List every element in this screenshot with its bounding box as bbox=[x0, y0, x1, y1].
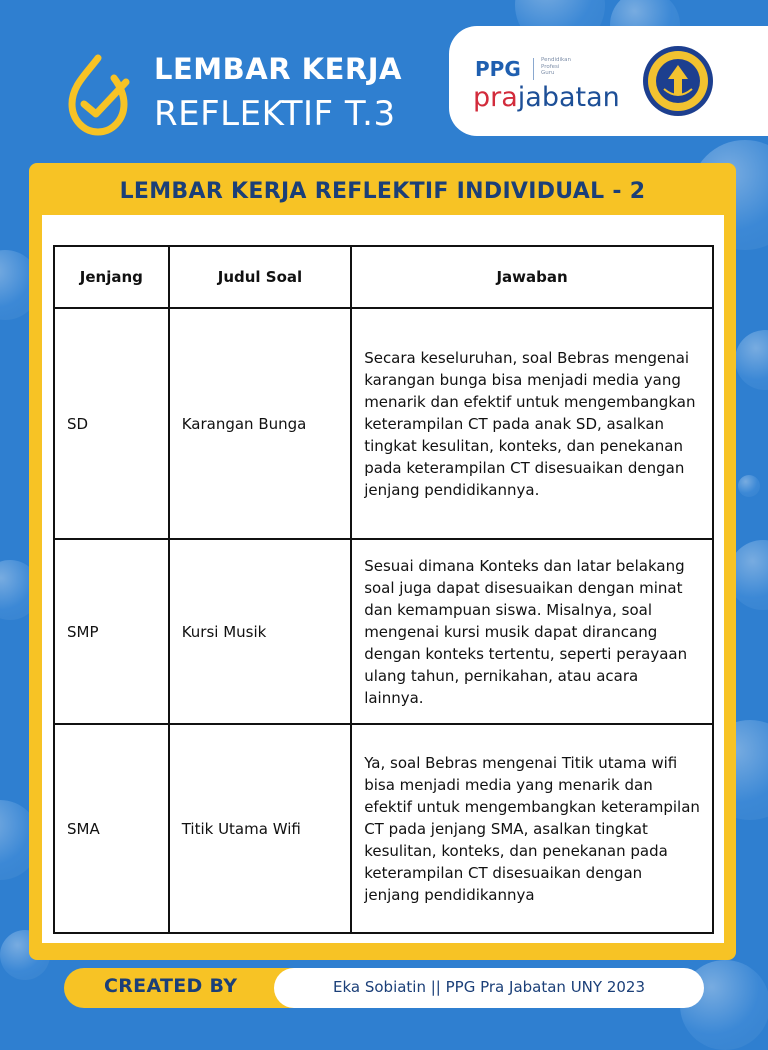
page-title-line1: LEMBAR KERJA bbox=[154, 52, 402, 86]
cell-jawaban: Sesuai dimana Konteks dan latar belakang soal juga dapat disesuaikan dengan minat dan kemampuan siswa. Misalnya, soal mengenai kursi musik dapat dirancang dengan konteks tertentu, seperti perayaan ulang tahun, pernikahan, atau acara lainnya. bbox=[351, 539, 713, 724]
worksheet-card bbox=[29, 163, 736, 960]
cell-jawaban: Secara keseluruhan, soal Bebras mengenai karangan bunga bisa menjadi media yang menarik dan efektif untuk mengembangkan keterampilan CT pada anak SD, asalkan tingkat kesulitan, konteks, dan penekanan pada keterampilan CT disesuaikan dengan jenjang pendidikannya. bbox=[351, 308, 713, 539]
column-header-jenjang: Jenjang bbox=[54, 246, 169, 308]
author-text: Eka Sobiatin || PPG Pra Jabatan UNY 2023 bbox=[332, 978, 645, 996]
brand-box bbox=[449, 26, 768, 136]
prajabatan-part2: jabatan bbox=[517, 82, 620, 113]
ppg-subtitle: Pendidikan Profesi Guru bbox=[541, 57, 571, 77]
worksheet-panel bbox=[42, 215, 724, 943]
cell-judul: Titik Utama Wifi bbox=[169, 724, 351, 933]
cell-judul: Karangan Bunga bbox=[169, 308, 351, 539]
table-row bbox=[54, 308, 713, 539]
university-seal-icon bbox=[642, 45, 714, 117]
prajabatan-part1: pra bbox=[473, 82, 518, 113]
column-header-judul-soal: Judul Soal bbox=[169, 246, 351, 308]
table-header-row bbox=[54, 246, 713, 308]
header bbox=[0, 0, 768, 150]
created-by-label: CREATED BY bbox=[104, 975, 238, 997]
cell-jenjang: SMP bbox=[54, 539, 169, 724]
background-bubble bbox=[735, 330, 768, 390]
worksheet-title: LEMBAR KERJA REFLEKTIF INDIVIDUAL - 2 bbox=[119, 179, 646, 204]
column-header-jawaban: Jawaban bbox=[351, 246, 713, 308]
cell-judul: Kursi Musik bbox=[169, 539, 351, 724]
cell-jenjang: SD bbox=[54, 308, 169, 539]
table-row bbox=[54, 539, 713, 724]
prajabatan-logo-text bbox=[473, 82, 620, 113]
divider bbox=[533, 58, 534, 80]
table-row bbox=[54, 724, 713, 933]
page-title-line2: REFLEKTIF T.3 bbox=[154, 94, 396, 134]
cell-jenjang: SMA bbox=[54, 724, 169, 933]
reflection-table bbox=[53, 245, 714, 934]
author-pill bbox=[274, 968, 704, 1008]
ppg-logo-text: PPG bbox=[475, 57, 521, 81]
cell-jawaban: Ya, soal Bebras mengenai Titik utama wifi bisa menjadi media yang menarik dan efektif untuk mengembangkan keterampilan CT pada jenjang SMA, asalkan tingkat kesulitan, konteks, dan penekanan pada keterampilan CT disesuaikan dengan jenjang pendidikannya bbox=[351, 724, 713, 933]
background-bubble bbox=[738, 475, 760, 497]
check-badge-icon bbox=[62, 52, 134, 138]
